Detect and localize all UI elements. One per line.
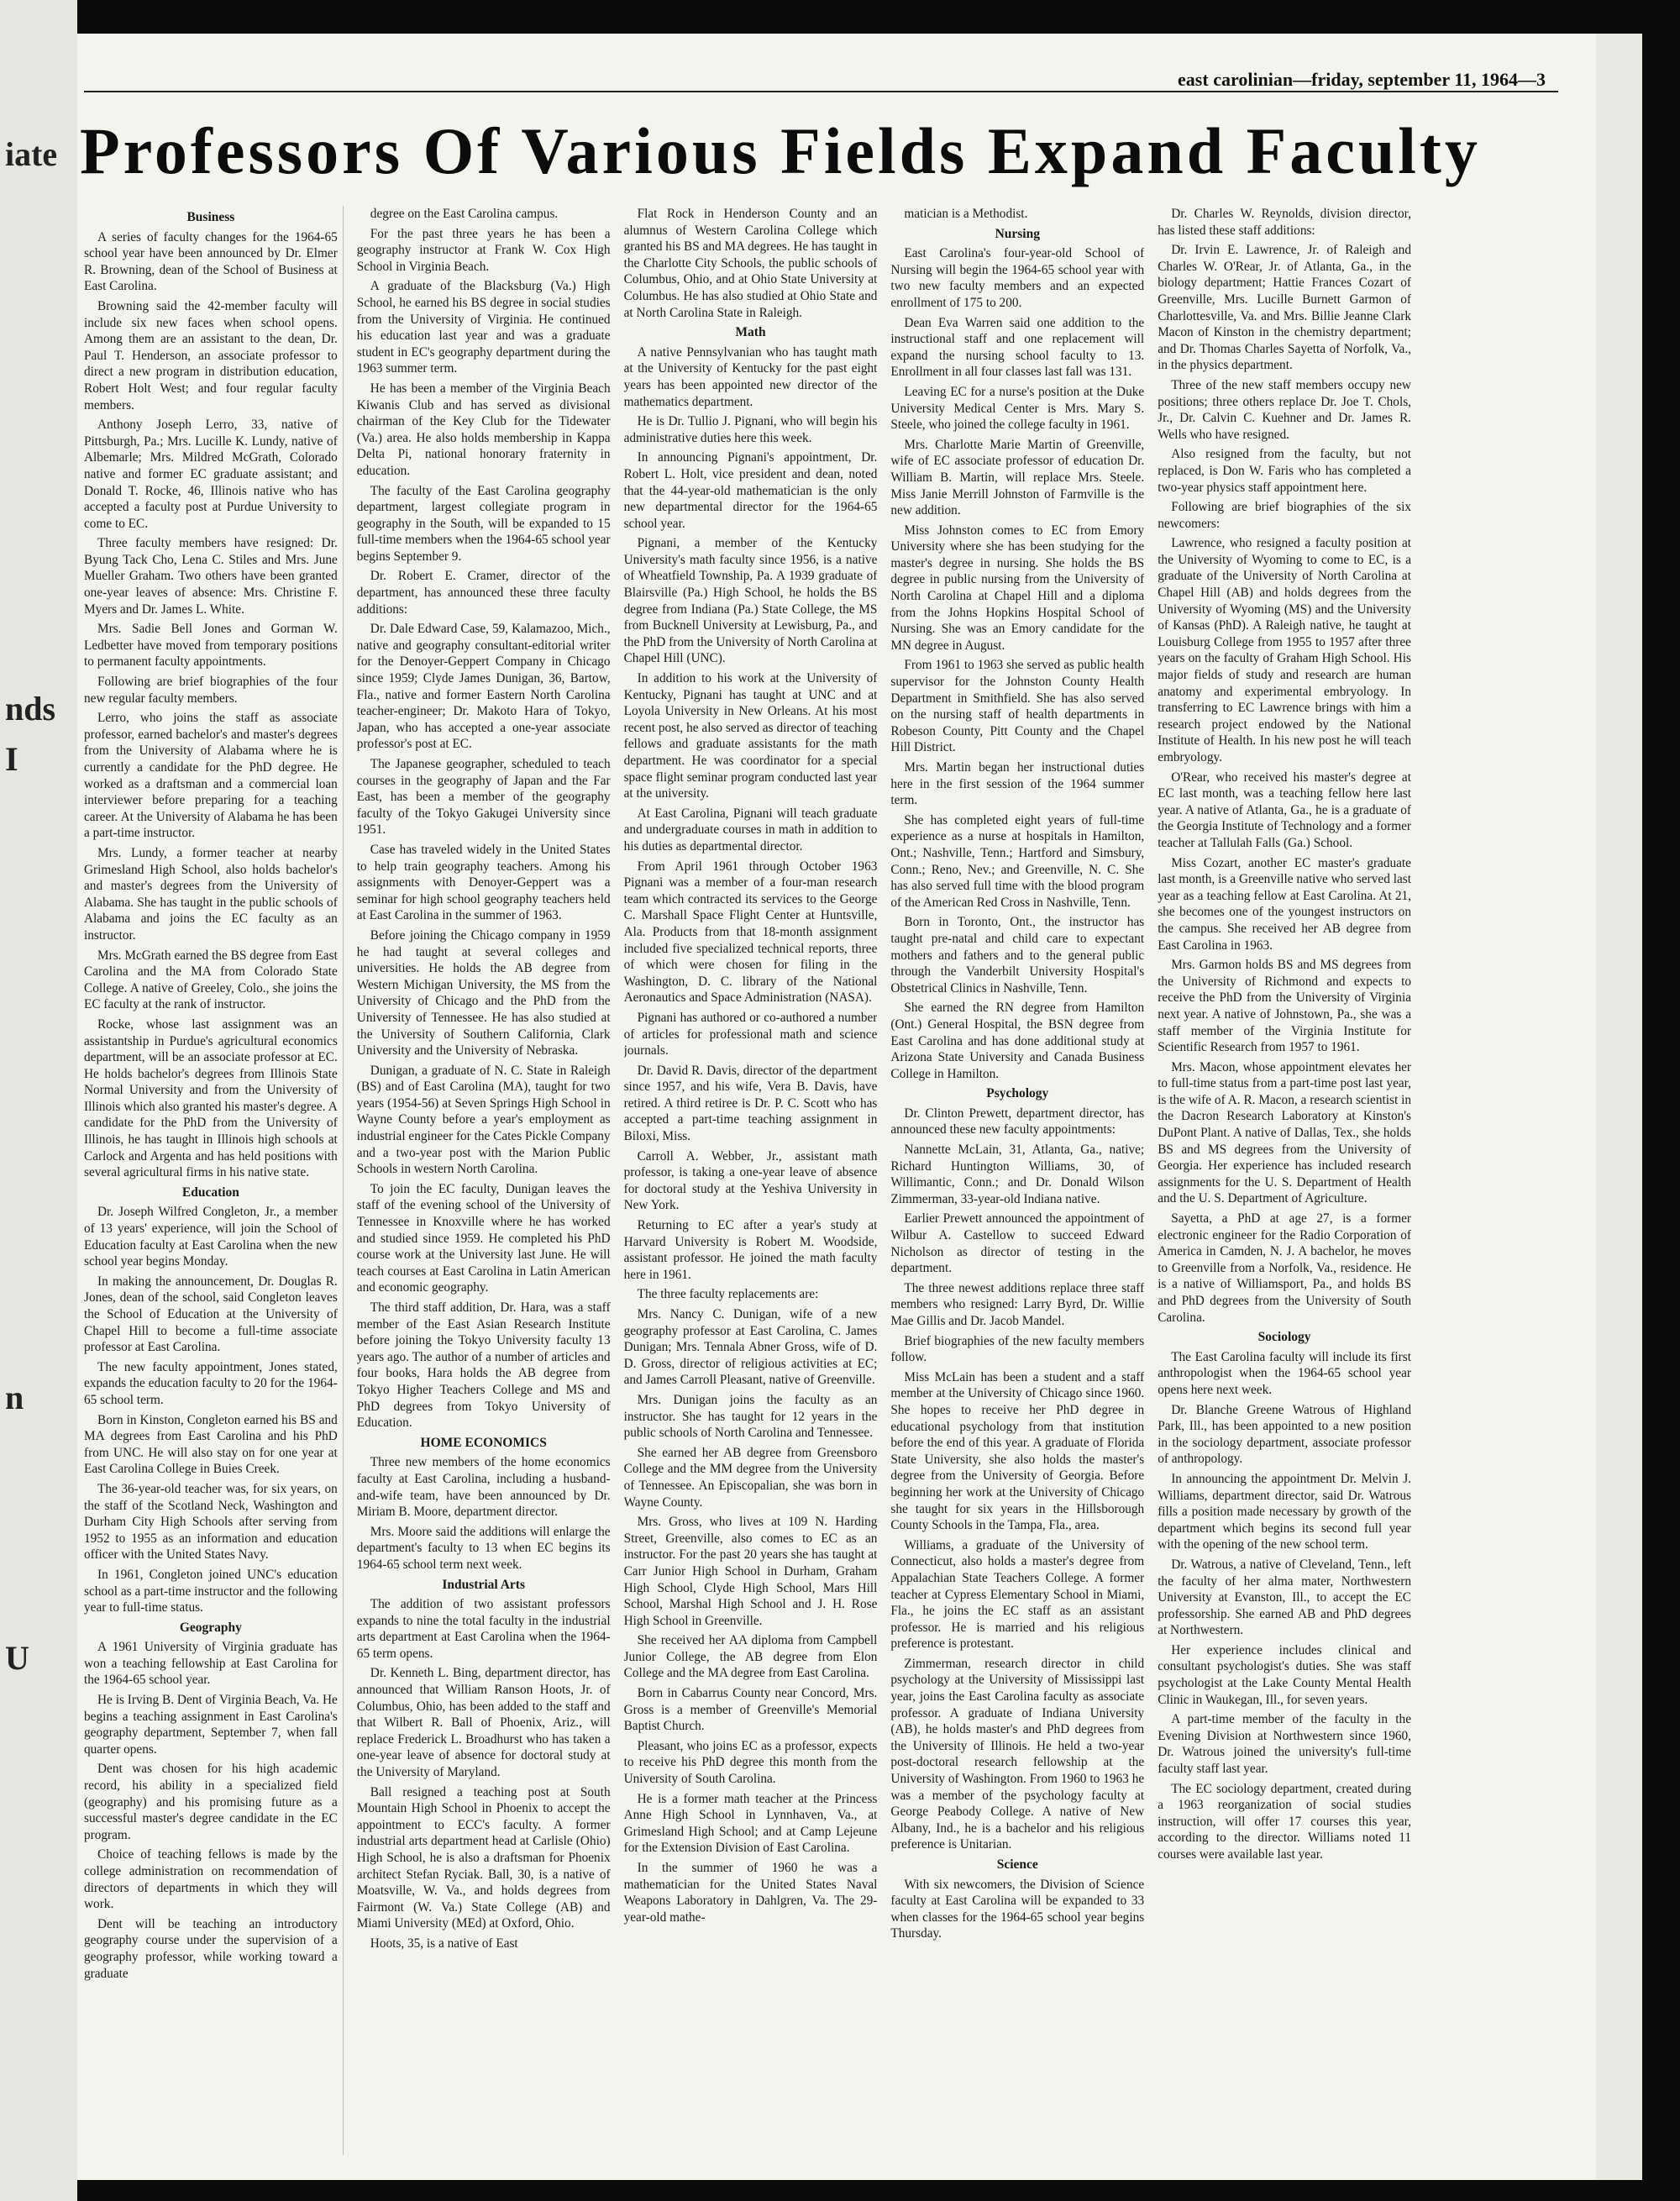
header-rule bbox=[84, 91, 1558, 92]
paragraph: To join the EC faculty, Dunigan leaves the staff of the evening school of the University of Tennessee in Knoxville where he has worked and studied since 1959. He completed his PhD course work at the University last June. He will teach courses at East Carolina in Latin American and economic geography. bbox=[356, 1181, 611, 1295]
paragraph: Miss Cozart, another EC master's graduate last month, is a Greenville native who served last year as a teaching fellow at East Carolina. At 21, she becomes one of the youngest instructors on the campus. She received her AB degree from East Carolina in 1963. bbox=[1158, 855, 1411, 953]
paragraph: Mrs. Nancy C. Dunigan, wife of a new geography professor at East Carolina, C. James Dunigan; Mrs. Tennala Abner Gross, wife of D. D. Gross, director of religious activities at EC; and James Carroll Pleasant, native of Greenville. bbox=[623, 1307, 878, 1388]
section-heading: Industrial Arts bbox=[442, 1577, 525, 1592]
page-edge-right bbox=[1596, 34, 1642, 2180]
paragraph: Mrs. Lundy, a former teacher at nearby Grimesland High School, also holds bachelor's and master's degrees from the University of Alabama. She has taught in the public schools of Alabama and joins the EC faculty as an instructor. bbox=[84, 845, 338, 943]
paragraph: In announcing Pignani's appointment, Dr. Robert L. Holt, vice president and dean, noted that the 44-year-old mathematician is the only new departmental director for the 1964-65 school year. bbox=[623, 450, 878, 531]
paragraph: He is Irving B. Dent of Virginia Beach, Va. He begins a teaching assignment in East Carolina's geography department, September 7, when fall quarter opens. bbox=[84, 1693, 338, 1757]
column-3 bbox=[624, 206, 878, 2155]
paragraph: In the summer of 1960 he was a mathematician for the United States Naval Weapons Laboratory in Dahlgren, Va. The 29-year-old mathe- bbox=[623, 1861, 878, 1925]
paragraph: He is a former math teacher at the Princess Anne High School in Lynnhaven, Va., at Grimesland High School; and at Camp Lejeune for the Extension Division of East Carolina. bbox=[623, 1791, 878, 1856]
column-5 bbox=[1158, 206, 1411, 2155]
paragraph: Three new members of the home economics faculty at East Carolina, including a husband-and-wife team, have been announced by Dr. Miriam B. Moore, department director. bbox=[356, 1455, 611, 1520]
edge-fragment: I bbox=[5, 740, 18, 778]
paragraph: O'Rear, who received his master's degree at EC last month, was a teaching fellow here last year. A native of Atlanta, Ga., he is a graduate of the Georgia Institute of Technology and a former teacher at Tallulah Falls (Ga.) School. bbox=[1158, 770, 1411, 850]
paragraph: Dr. Irvin E. Lawrence, Jr. of Raleigh and Charles W. O'Rear, Jr. of Atlanta, Ga., in the biology department; Hattie Frances Cozart of Greenville, Mrs. Lucille Burnett Garmon of Charlottesville, Va. and Mrs. Billie Jeanne Clark Macon of Kinston in the chemistry department; and Dr. Thomas Charles Sayetta of Norfolk, Va., in the physics department. bbox=[1158, 243, 1411, 373]
section-heading: Psychology bbox=[986, 1086, 1049, 1101]
paragraph: Mrs. Moore said the additions will enlarge the department's faculty to 13 when EC begins its 1964-65 school term next week. bbox=[356, 1524, 611, 1572]
paragraph: Dr. Charles W. Reynolds, division director, has listed these staff additions: bbox=[1158, 207, 1411, 238]
paragraph: Dent was chosen for his high academic record, his ability in a specialized field (geography) and his promising future as a successful master's degree candidate in the EC program. bbox=[84, 1762, 338, 1842]
section-heading: Business bbox=[186, 210, 235, 224]
paragraph: With six newcomers, the Division of Science faculty at East Carolina will be expanded to 33 when classes for the 1964-65 school year begins Thursday. bbox=[890, 1877, 1145, 1941]
section-heading: Nursing bbox=[995, 226, 1040, 241]
paragraph: She received her AA diploma from Campbell Junior College, the AB degree from Elon College and the MA degree from East Carolina. bbox=[623, 1633, 878, 1681]
headline: Professors Of Various Fields Expand Faculty bbox=[80, 114, 1481, 187]
paragraph: Mrs. Macon, whose appointment elevates her to full-time status from a part-time post last year, is the wife of A. R. Macon, a research scientist in the Dacron Research Laboratory at Kinston's DuPont Plant. A native of Dallas, Tex., she holds BS and MS degrees from the University of Georgia. Her experience has included research assignments for the U. S. Department of Health and the U. S. Department of Agriculture. bbox=[1158, 1059, 1411, 1206]
column-2 bbox=[357, 206, 611, 2155]
paragraph: In announcing the appointment Dr. Melvin J. Williams, department director, said Dr. Watrous fills a position made necessary by growth of the department which begins its second full year with the opening of the new school term. bbox=[1158, 1471, 1411, 1552]
paragraph: The East Carolina faculty will include its first anthropologist when the 1964-65 school year opens here next week. bbox=[1158, 1349, 1411, 1397]
paragraph: The third staff addition, Dr. Hara, was a staff member of the East Asian Research Institute before joining the Tokyo University faculty 13 years ago. The author of a number of articles and four books, Hara holds the AB degree from Tokyo Higher Teachers College and MS and PhD degrees from Tokyo University of Education. bbox=[356, 1300, 611, 1431]
paragraph: Three of the new staff members occupy new positions; three others replace Dr. Joe T. Chols, Jr., Dr. Calvin C. Kuehner and Dr. James R. Wells who have resigned. bbox=[1158, 377, 1411, 442]
paragraph: Before joining the Chicago company in 1959 he had taught at several colleges and universities. He holds the AB degree from Western Michigan University, the MS from the University of Chicago and the PhD from the University of Tennessee. He has also studied at the University of Southern California, Clark University and the University of Nebraska. bbox=[356, 927, 611, 1058]
paragraph: Dr. Clinton Prewett, department director, has announced these new faculty appointments: bbox=[890, 1106, 1145, 1137]
paragraph: Earlier Prewett announced the appointment of Wilbur A. Castellow to succeed Edward Nicholson as director of testing in the department. bbox=[890, 1211, 1145, 1276]
paragraph: Dean Eva Warren said one addition to the instructional staff and one replacement will expand the nursing school faculty to 13. Enrollment in all four classes last fall was 131. bbox=[890, 315, 1145, 380]
paragraph: Mrs. Dunigan joins the faculty as an instructor. She has taught for 12 years in the public schools of North Carolina and Tennessee. bbox=[623, 1392, 878, 1441]
paragraph: From 1961 to 1963 she served as public health supervisor for the Johnston County Health Department in Smithfield. She has also served on the nursing staff of health departments in Robeson County, Pitt County and the Chapel Hill District. bbox=[890, 658, 1145, 755]
section-heading: Geography bbox=[179, 1620, 242, 1635]
section-heading: Sociology bbox=[1257, 1330, 1311, 1345]
paragraph: Returning to EC after a year's study at Harvard University is Robert M. Woodside, assistant professor. He joined the math faculty here in 1961. bbox=[623, 1218, 878, 1282]
paragraph: Case has traveled widely in the United States to help train geography teachers. Among his assignments with Denoyer-Geppert was a seminar for high school geography teachers held at East Carolina in the summer of 1963. bbox=[356, 842, 611, 923]
paragraph: Mrs. Sadie Bell Jones and Gorman W. Ledbetter have moved from temporary positions to permanent faculty appointments. bbox=[84, 622, 338, 670]
paragraph: Browning said the 42-member faculty will include six new faces when school opens. Among them are an assistant to the dean, Dr. Paul T. Henderson, an associate professor to direct a new program in distribution education, Robert Holt West; and four regular faculty members. bbox=[84, 298, 338, 412]
edge-fragment: U bbox=[5, 1639, 29, 1677]
paragraph: East Carolina's four-year-old School of Nursing will begin the 1964-65 school year with two new faculty members and an expected enrollment of 175 to 200. bbox=[890, 246, 1145, 310]
section-heading: Science bbox=[996, 1857, 1038, 1872]
paragraph: The EC sociology department, created during a 1963 reorganization of social studies instruction, will offer 17 courses this year, according to the director. Williams noted 11 courses were available last year. bbox=[1158, 1781, 1411, 1862]
paragraph: Also resigned from the faculty, but not replaced, is Don W. Faris who has completed a two-year physics staff appointment here. bbox=[1158, 447, 1411, 495]
paragraph: Her experience includes clinical and consultant psychologist's duties. She was staff psychologist at the Lake County Mental Health Clinic in Waukegan, Ill., for seven years. bbox=[1158, 1642, 1411, 1707]
paragraph: In making the announcement, Dr. Douglas R. Jones, dean of the school, said Congleton leaves the School of Education at the University of Chapel Hill to become a full-time associate professor at East Carolina. bbox=[84, 1274, 338, 1355]
paragraph: The faculty of the East Carolina geography department, largest collegiate program in geography in the South, will be expanded to 15 full-time members when the 1964-65 school year begins September 9. bbox=[356, 483, 611, 564]
paragraph: Mrs. Charlotte Marie Martin of Greenville, wife of EC associate professor of education Dr. William B. Martin, will replace Mrs. Steele. Miss Janie Merrill Johnston of Farmville is the new addition. bbox=[890, 437, 1145, 518]
paragraph: In addition to his work at the University of Kentucky, Pignani has taught at UNC and at Loyola University in New Orleans. At his most recent post, he also served as director of teaching fellows and graduate assistants for the math department. He was coordinator for a special space flight seminar program conducted last year at the university. bbox=[623, 671, 878, 801]
paragraph: In 1961, Congleton joined UNC's education school as a part-time instructor and the following year to full-time status. bbox=[84, 1567, 338, 1615]
paragraph: At East Carolina, Pignani will teach graduate and undergraduate courses in math in addition to his duties as departmental director. bbox=[623, 806, 878, 854]
paragraph: Carroll A. Webber, Jr., assistant math professor, is taking a one-year leave of absence for doctoral study at the Yeshiva University in New York. bbox=[623, 1148, 878, 1213]
paragraph: Williams, a graduate of the University of Connecticut, also holds a master's degree from Appalachian State Teachers College. A former teacher at Cypress Elementary School in Miami, Fla., he joins the EC staff as an assistant professor. He is married and his religious preference is protestant. bbox=[890, 1537, 1145, 1652]
paragraph: Rocke, whose last assignment was an assistantship in Purdue's agricultural economics department, will be an associate professor at EC. He holds bachelor's degrees from Illinois State Normal University and from the University of Illinois which also granted his master's degree. A candidate for the PhD from the University of Illinois, he has taught in Illinois high schools at Carlock and Argenta and has held positions with several agricultural firms in his native state. bbox=[84, 1016, 338, 1180]
paragraph: Dr. Blanche Greene Watrous of Highland Park, Ill., has been appointed to a new position in the sociology department, associate professor of anthropology. bbox=[1158, 1402, 1411, 1467]
paragraph: Brief biographies of the new faculty members follow. bbox=[890, 1333, 1145, 1365]
edge-fragment: n bbox=[5, 1379, 24, 1416]
paragraph: The Japanese geographer, scheduled to teach courses in the geography of Japan and the Far East, has been a member of the geography faculty of the Tokyo Gakugei University since 1951. bbox=[356, 757, 611, 838]
section-heading: Math bbox=[735, 325, 766, 340]
paragraph: The three newest additions replace three staff members who resigned: Larry Byrd, Dr. Willie Mae Gillis and Dr. Jacob Mandel. bbox=[890, 1280, 1145, 1328]
paragraph: Lawrence, who resigned a faculty position at the University of Wyoming to come to EC, is a graduate of the University of North Carolina at Chapel Hill (AB) and holds degrees from the University of Wyoming (MS) and the University of Kansas (PhD). A Raleigh native, he taught at Louisburg College from 1955 to 1957 after three years on the faculty of Graham High School. His major fields of study and research are human anatomy and experimental embryology. In transferring to EC Lawrence brings with him a research project endowed by the National Institute of Health. In his new post he will teach embryology. bbox=[1158, 536, 1411, 764]
paragraph: A 1961 University of Virginia graduate has won a teaching fellowship at East Carolina for the 1964-65 school year. bbox=[84, 1640, 338, 1688]
paragraph: The three faculty replacements are: bbox=[637, 1287, 819, 1302]
paragraph: Miss McLain has been a student and a staff member at the University of Chicago since 1960. She hopes to receive her PhD degree in educational psychology from that institution before the end of this year. A graduate of Florida State University, she also holds the master's degree from the University of Georgia. Before beginning her work at the University of Chicago she taught for six years in the Hillsborough County Schools in the Tampa, Fla., area. bbox=[890, 1369, 1145, 1533]
paragraph: He has been a member of the Virginia Beach Kiwanis Club and has served as divisional chairman of the Key Club for the Tidewater (Va.) area. He also holds membership in Kappa Delta Pi, national honorary fraternity in education. bbox=[356, 381, 611, 478]
page-header: east carolinian—friday, september 11, 1964—3 bbox=[1178, 69, 1546, 90]
paragraph: Following are brief biographies of the six newcomers: bbox=[1158, 500, 1411, 531]
paragraph: Nannette McLain, 31, Atlanta, Ga., native; Richard Huntington Williams, 30, of Willimantic, Conn.; and Dr. Donald Wilson Zimmerman, 33-year-old Indiana native. bbox=[890, 1143, 1145, 1206]
paragraph: Dr. Watrous, a native of Cleveland, Tenn., left the faculty of her alma mater, Northwestern University at Evanston, Ill., to accept the EC professorship. She earned AB and PhD degrees at Northwestern. bbox=[1158, 1557, 1411, 1638]
paragraph: She earned her AB degree from Greensboro College and the MM degree from the University of Tennessee. An Episcopalian, she was born in Wayne County. bbox=[623, 1445, 878, 1510]
paragraph: Ball resigned a teaching post at South Mountain High School in Phoenix to accept the appointment to ECC's faculty. A former industrial arts department head at Carlisle (Ohio) High School, he is also a draftsman for Phoenix architect Stefan Ryciak. Ball, 30, is a native of Moatsville, W. Va., and holds degrees from Fairmont (W. Va.) State College (AB) and Miami University (MEd) at Oxford, Ohio. bbox=[356, 1784, 611, 1931]
paragraph: He is Dr. Tullio J. Pignani, who will begin his administrative duties here this week. bbox=[623, 414, 878, 445]
column-1 bbox=[84, 206, 344, 2155]
column-4 bbox=[890, 206, 1144, 2155]
paragraph: Pignani, a member of the Kentucky University's math faculty since 1956, is a native of Wheatfield Township, Pa. A 1939 graduate of Blairsville (Pa.) High School, he holds the BS degree from Indiana (Pa.) State College, the MS from Bucknell University at Lewisburg, Pa., and the PhD from the University of North Carolina at Chapel Hill (UNC). bbox=[623, 536, 878, 666]
paragraph: Flat Rock in Henderson County and an alumnus of Western Carolina College which granted his BS and MA degrees. He has taught in the Charlotte City Schools, the public schools of Columbus, Ohio, and at Ohio State University at Columbus. He has also studied at Ohio State and at North Carolina State in Raleigh. bbox=[623, 207, 878, 320]
adjacent-page-edge bbox=[0, 0, 77, 2201]
paragraph: Dent will be teaching an introductory geography course under the supervision of a geography professor, while working toward a graduate bbox=[84, 1916, 338, 1981]
section-heading: HOME ECONOMICS bbox=[420, 1435, 547, 1450]
paragraph: Dunigan, a graduate of N. C. State in Raleigh (BS) and of East Carolina (MA), taught for two years (1954-56) at Seven Springs High School in Wayne County before a year's employment as industrial engineer for the Cates Pickle Company and a two-year post with the Marion Public Schools in western North Carolina. bbox=[356, 1063, 611, 1177]
paragraph: Dr. Robert E. Cramer, director of the department, has announced these three faculty additions: bbox=[356, 569, 611, 617]
paragraph: A graduate of the Blacksburg (Va.) High School, he earned his BS degree in social studies from the University of Virginia. He continued his education last year and was a graduate student in EC's geography department during the 1963 summer term. bbox=[356, 279, 611, 376]
paragraph: Mrs. Martin began her instructional duties here in the first session of the 1964 summer term. bbox=[890, 760, 1145, 808]
paragraph: A native Pennsylvanian who has taught math at the University of Kentucky for the past eight years has been appointed new director of the mathematics department. bbox=[623, 344, 878, 409]
paragraph: From April 1961 through October 1963 Pignani was a member of a four-man research team which contracted its services to the George C. Marshall Space Flight Center at Huntsville, Ala. Products from that 18-month assignment included five specialized technical reports, three of which were chosen for filing in the Washington, D. C. library of the National Aeronautics and Space Administration (NASA). bbox=[623, 859, 878, 1006]
paragraph: Following are brief biographies of the four new regular faculty members. bbox=[84, 675, 338, 706]
paragraph: Miss Johnston comes to EC from Emory University where she has been studying for the master's degree in nursing. She holds the BS degree in public nursing from the University of North Carolina at Chapel Hill and a diploma from the Johns Hopkins Hospital School of Nursing. She was an Emory candidate for the MN degree in August. bbox=[890, 523, 1145, 653]
paragraph: Sayetta, a PhD at age 27, is a former electronic engineer for the Radio Corporation of America in Camden, N. J. A bachelor, he moves to Greenville from a Norfolk, Va., residence. He is a native of Williamsport, Pa., and holds BS and PhD degrees from the University of South Carolina. bbox=[1158, 1211, 1411, 1325]
paragraph: matician is a Methodist. bbox=[904, 207, 1028, 221]
paragraph: Born in Toronto, Ont., the instructor has taught pre-natal and child care to expectant mothers and fathers and to the general public through the Vanderbilt University Hospital's Obstetrical Clinics in Nashville, Tenn. bbox=[890, 915, 1145, 995]
paragraph: Mrs. McGrath earned the BS degree from East Carolina and the MA from Colorado State College. A native of Greeley, Colo., she joins the EC faculty at the rank of instructor. bbox=[84, 948, 338, 1012]
paragraph: She has completed eight years of full-time experience as a nurse at hospitals in Hamilton, Ont.; Nashville, Tenn.; Hartford and Simsbury, Conn.; Reno, Nev.; and Greenville, N. C. She has also served full time with the blood program of the American Red Cross in Nashville, Tenn. bbox=[890, 812, 1145, 910]
paragraph: Three faculty members have resigned: Dr. Byung Tack Cho, Lena C. Stiles and Mrs. June Mueller Graham. Two others have been granted one-year leaves of absence: Mrs. Christine F. Myers and Dr. James L. White. bbox=[84, 536, 338, 617]
paragraph: Pignani has authored or co-authored a number of articles for professional math and science journals. bbox=[623, 1010, 878, 1058]
paragraph: She earned the RN degree from Hamilton (Ont.) General Hospital, the BSN degree from East Carolina and has done additional study at Arizona State University and Canada Business College in Hamilton. bbox=[890, 1001, 1145, 1081]
paragraph: Dr. Dale Edward Case, 59, Kalamazoo, Mich., native and geography consultant-editorial writer for the Denoyer-Geppert Company in Chicago since 1959; Clyde James Dunigan, 36, Bartow, Fla., native and former Eastern North Carolina teacher-engineer; Dr. Makoto Hara of Tokyo, Japan, who has accepted a one-year associate professor's post at EC. bbox=[356, 622, 611, 752]
article-columns bbox=[84, 206, 1411, 2155]
paragraph: Born in Cabarrus County near Concord, Mrs. Gross is a member of Greenville's Memorial Baptist Church. bbox=[623, 1686, 878, 1734]
paragraph: Choice of teaching fellows is made by the college administration on recommendation of directors of departments in which they will work. bbox=[84, 1847, 338, 1912]
paragraph: Lerro, who joins the staff as associate professor, earned bachelor's and master's degrees from the University of Alabama where he is currently a candidate for the PhD degree. He worked as a draftsman and a commercial loan interviewer before preparing for a teaching career. At the University of Alabama he has been a part-time instructor. bbox=[84, 711, 338, 841]
section-heading: Education bbox=[181, 1185, 239, 1200]
paragraph: Dr. Kenneth L. Bing, department director, has announced that William Ranson Hoots, Jr. of Columbus, Ohio, has been added to the staff and that Wilbert R. Ball of Phoenix, Ariz., will replace Frederick L. Broadhurst who has taken a one-year leave of absence for doctoral study at the University of Maryland. bbox=[356, 1666, 611, 1780]
paragraph: Dr. Joseph Wilfred Congleton, Jr., a member of 13 years' experience, will join the School of Education faculty at East Carolina when the new school year begins Monday. bbox=[84, 1205, 338, 1269]
paragraph: degree on the East Carolina campus. bbox=[370, 207, 559, 221]
paragraph: Hoots, 35, is a native of East bbox=[370, 1936, 518, 1951]
paragraph: For the past three years he has been a geography instructor at Frank W. Cox High School in Virginia Beach. bbox=[356, 226, 611, 274]
paragraph: Dr. David R. Davis, director of the department since 1957, and his wife, Vera B. Davis, have retired. A third retiree is Dr. P. C. Scott who has accepted a part-time teaching assignment in Biloxi, Miss. bbox=[623, 1063, 878, 1144]
paragraph: Anthony Joseph Lerro, 33, native of Pittsburgh, Pa.; Mrs. Lucille K. Lundy, native of Albemarle; Mrs. Mildred McGrath, Colorado native and former EC graduate assistant; and Donald T. Rocke, 46, Illinois native who has accepted a faculty post at Purdue University to come to EC. bbox=[84, 418, 338, 531]
paragraph: The 36-year-old teacher was, for six years, on the staff of the Scotland Neck, Washington and Durham City High Schools after serving from 1952 to 1955 as an information and education officer with the United States Navy. bbox=[84, 1481, 338, 1563]
paragraph: Mrs. Garmon holds BS and MS degrees from the University of Richmond and expects to receive the PhD from the University of Virginia next year. A native of Johnstown, Pa., she was a staff member of the Virginia Institute for Scientific Research from 1957 to 1961. bbox=[1158, 958, 1411, 1055]
paragraph: Pleasant, who joins EC as a professor, expects to receive his PhD degree this month from the University of South Carolina. bbox=[623, 1738, 878, 1787]
edge-fragment: nds bbox=[5, 690, 56, 728]
paragraph: A part-time member of the faculty in the Evening Division at Northwestern since 1960, Dr. Watrous joined the university's full-time faculty staff last year. bbox=[1158, 1712, 1411, 1777]
paragraph: The new faculty appointment, Jones stated, expands the education faculty to 20 for the 1964-65 school term. bbox=[84, 1359, 338, 1407]
edge-fragment: iate bbox=[5, 135, 58, 173]
paragraph: Leaving EC for a nurse's position at the Duke University Medical Center is Mrs. Mary S. Steele, who joined the college faculty in 1961. bbox=[890, 384, 1145, 433]
paragraph: A series of faculty changes for the 1964-65 school year have been announced by Dr. Elmer R. Browning, dean of the School of Business at East Carolina. bbox=[84, 229, 338, 294]
paragraph: Mrs. Gross, who lives at 109 N. Harding Street, Greenville, also comes to EC as an instructor. For the past 20 years she has taught at Carr Junior High School in Durham, Graham High School, Clyde High School, Mars Hill School, Marshal High School and J. H. Rose High School in Greenville. bbox=[623, 1515, 878, 1628]
paragraph: Zimmerman, research director in child psychology at the University of Mississippi last year, joins the East Carolina faculty as associate professor. A graduate of Indiana University (AB), he holds master's and PhD degrees from the University of Illinois. He held a two-year post-doctoral research fellowship at the University of Washington. From 1960 to 1963 he was a member of the psychology faculty at George Peabody College. A native of New Albany, Ind., he is a bachelor and his religious preference is Unitarian. bbox=[890, 1656, 1145, 1852]
paragraph: Born in Kinston, Congleton earned his BS and MA degrees from East Carolina and his PhD from UNC. He will also stay on for one year at East Carolina College in Buies Creek. bbox=[84, 1412, 338, 1477]
paragraph: The addition of two assistant professors expands to nine the total faculty in the industrial arts department at East Carolina when the 1964-65 term opens. bbox=[356, 1597, 611, 1661]
